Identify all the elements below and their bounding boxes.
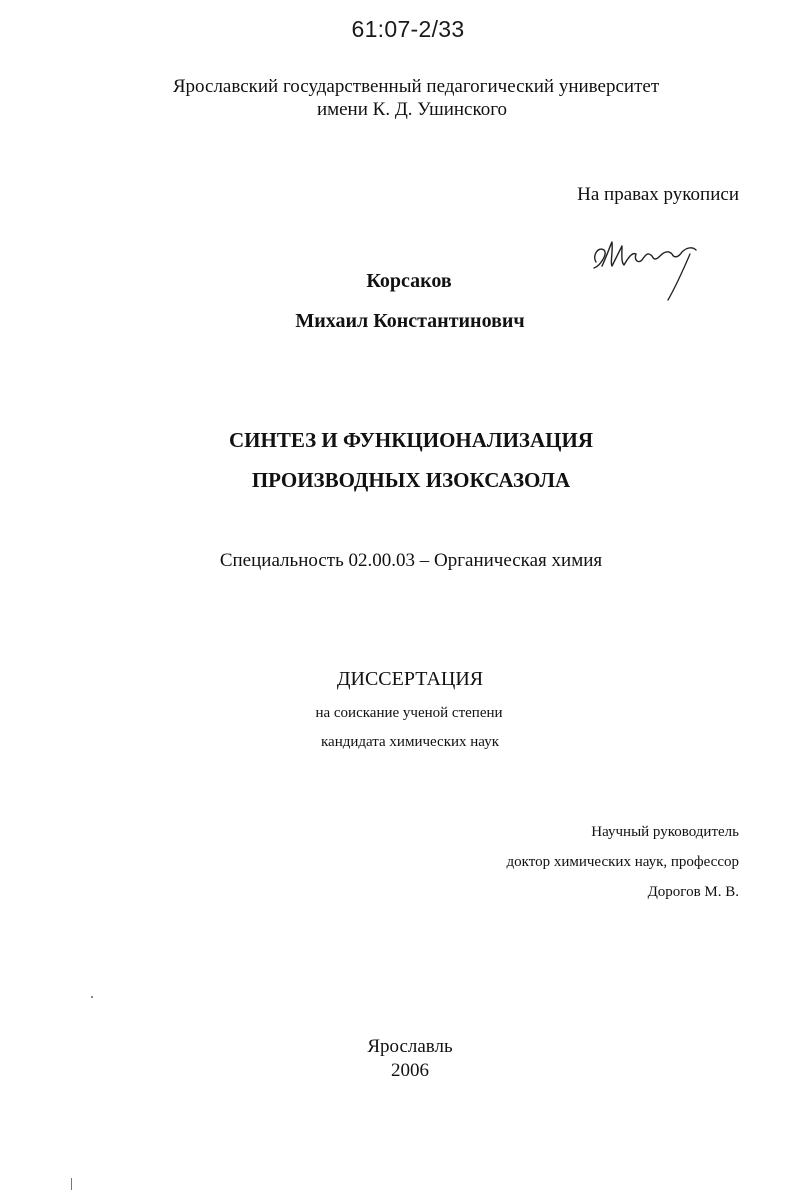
- archive-code: 61:07-2/33: [351, 16, 465, 42]
- scan-mark: [71, 1178, 72, 1190]
- degree-line1: на соискание ученой степени: [315, 705, 503, 721]
- city: Ярославль: [367, 1036, 453, 1057]
- specialty: Специальность 02.00.03 – Органическая химия: [219, 550, 603, 571]
- university-name: Ярославский государственный педагогический университет: [172, 76, 660, 97]
- supervisor-name: Дорогов М. В.: [647, 884, 739, 900]
- work-type: ДИССЕРТАЦИЯ: [336, 668, 484, 690]
- university-name-suffix: имени К. Д. Ушинского: [316, 99, 508, 120]
- author-given-names: Михаил Константинович: [295, 310, 525, 332]
- author-surname: Корсаков: [366, 270, 452, 292]
- year: 2006: [391, 1060, 429, 1081]
- supervisor-title: доктор химических наук, профессор: [506, 854, 739, 870]
- degree-line2: кандидата химических наук: [320, 734, 499, 750]
- scan-speck: [91, 996, 93, 998]
- supervisor-label: Научный руководитель: [591, 824, 739, 840]
- dissertation-title-line1: СИНТЕЗ И ФУНКЦИОНАЛИЗАЦИЯ: [228, 428, 593, 452]
- manuscript-rights-note: На правах рукописи: [577, 184, 739, 205]
- dissertation-title-line2: ПРОИЗВОДНЫХ ИЗОКСАЗОЛА: [251, 468, 571, 492]
